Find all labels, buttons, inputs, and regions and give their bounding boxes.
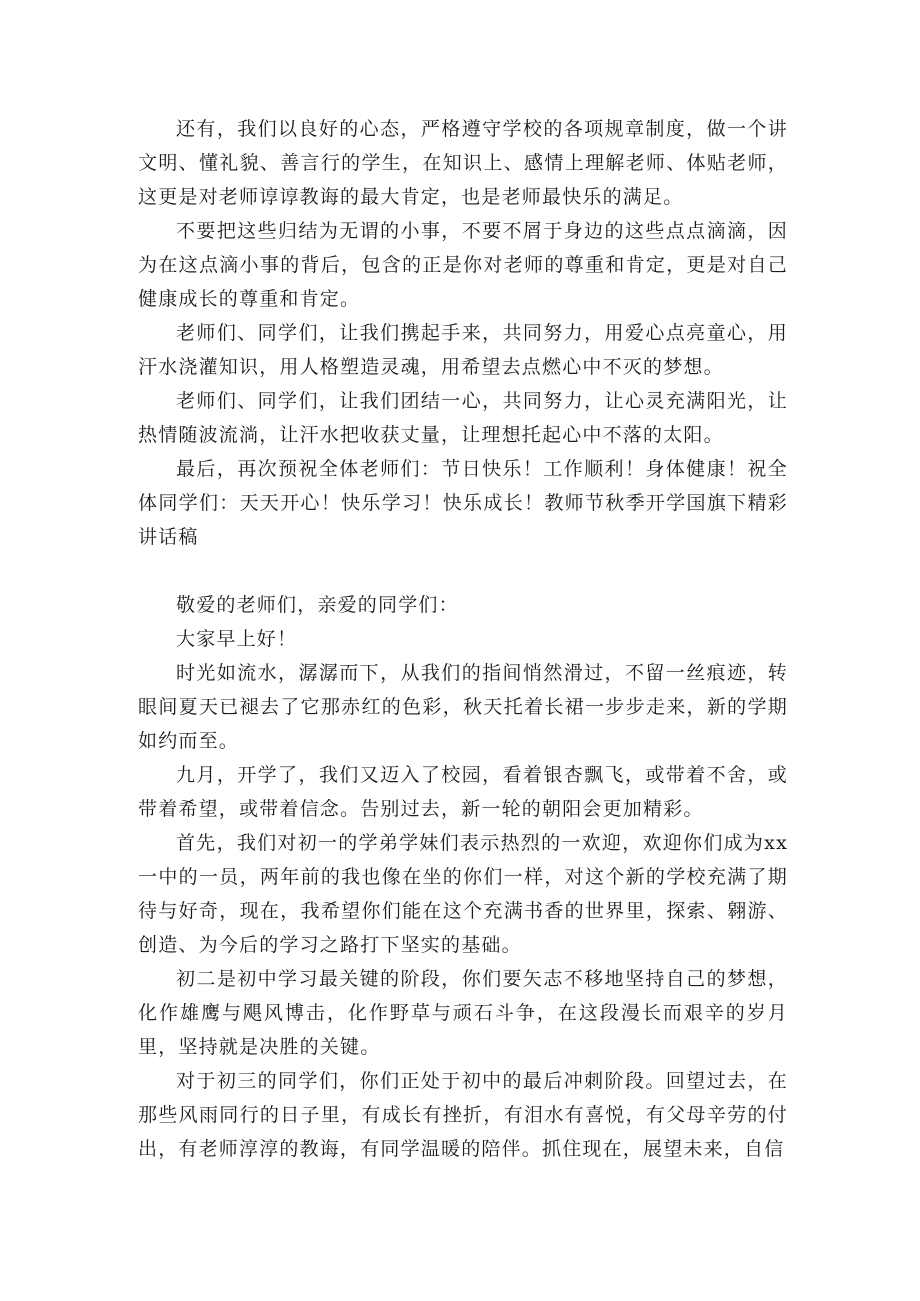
paragraph: 还有，我们以良好的心态，严格遵守学校的各项规章制度，做一个讲文明、懂礼貌、善言行的学生，在知识上、感情上理解老师、体贴老师，这更是对老师谆谆教诲的最大肯定，也是老师最快乐的满足。: [138, 118, 788, 208]
paragraph: 不要把这些归结为无谓的小事，不要不屑于身边的这些点点滴滴，因为在这点滴小事的背后，包含的正是你对老师的尊重和肯定，更是对自己健康成长的尊重和肯定。: [138, 220, 788, 310]
paragraph: 时光如流水，潺潺而下，从我们的指间悄然滑过，不留一丝痕迹，转眼间夏天已褪去了它那赤红的色彩，秋天托着长裙一步步走来，新的学期如约而至。: [138, 662, 788, 752]
paragraph: 最后，再次预祝全体老师们：节日快乐！工作顺利！身体健康！祝全体同学们：天天开心！快乐学习！快乐成长！教师节秋季开学国旗下精彩讲话稿: [138, 458, 788, 548]
paragraph: 对于初三的同学们，你们正处于初中的最后冲刺阶段。回望过去，在那些风雨同行的日子里，有成长有挫折，有泪水有喜悦，有父母辛劳的付出，有老师淳淳的教诲，有同学温暖的陪伴。抓住现在，展望未来，自信: [138, 1070, 788, 1160]
salutation: 敬爱的老师们，亲爱的同学们：: [176, 594, 459, 616]
section-gap: [138, 554, 788, 588]
paragraph: 首先，我们对初一的学弟学妹们表示热烈的一欢迎，欢迎你们成为xx一中的一员，两年前的我也像在坐的你们一样，对这个新的学校充满了期待与好奇，现在，我希望你们能在这个充满书香的世界里，探索、翱游、创造、为今后的学习之路打下坚实的基础。: [138, 832, 788, 956]
paragraph: 初二是初中学习最关键的阶段，你们要矢志不移地坚持自己的梦想，化作雄鹰与飓风博击，化作野草与顽石斗争，在这段漫长而艰辛的岁月里，坚持就是决胜的关键。: [138, 968, 788, 1058]
paragraph: 老师们、同学们，让我们团结一心，共同努力，让心灵充满阳光，让热情随波流淌，让汗水把收获丈量，让理想托起心中不落的太阳。: [138, 390, 788, 446]
paragraph: 九月，开学了，我们又迈入了校园，看着银杏飘飞，或带着不舍，或带着希望，或带着信念。告别过去，新一轮的朝阳会更加精彩。: [138, 764, 788, 820]
greeting: 大家早上好！: [176, 628, 298, 650]
document-page: [138, 112, 788, 1166]
paragraph: 老师们、同学们，让我们携起手来，共同努力，用爱心点亮童心，用汗水浇灌知识，用人格塑造灵魂，用希望去点燃心中不灭的梦想。: [138, 322, 788, 378]
